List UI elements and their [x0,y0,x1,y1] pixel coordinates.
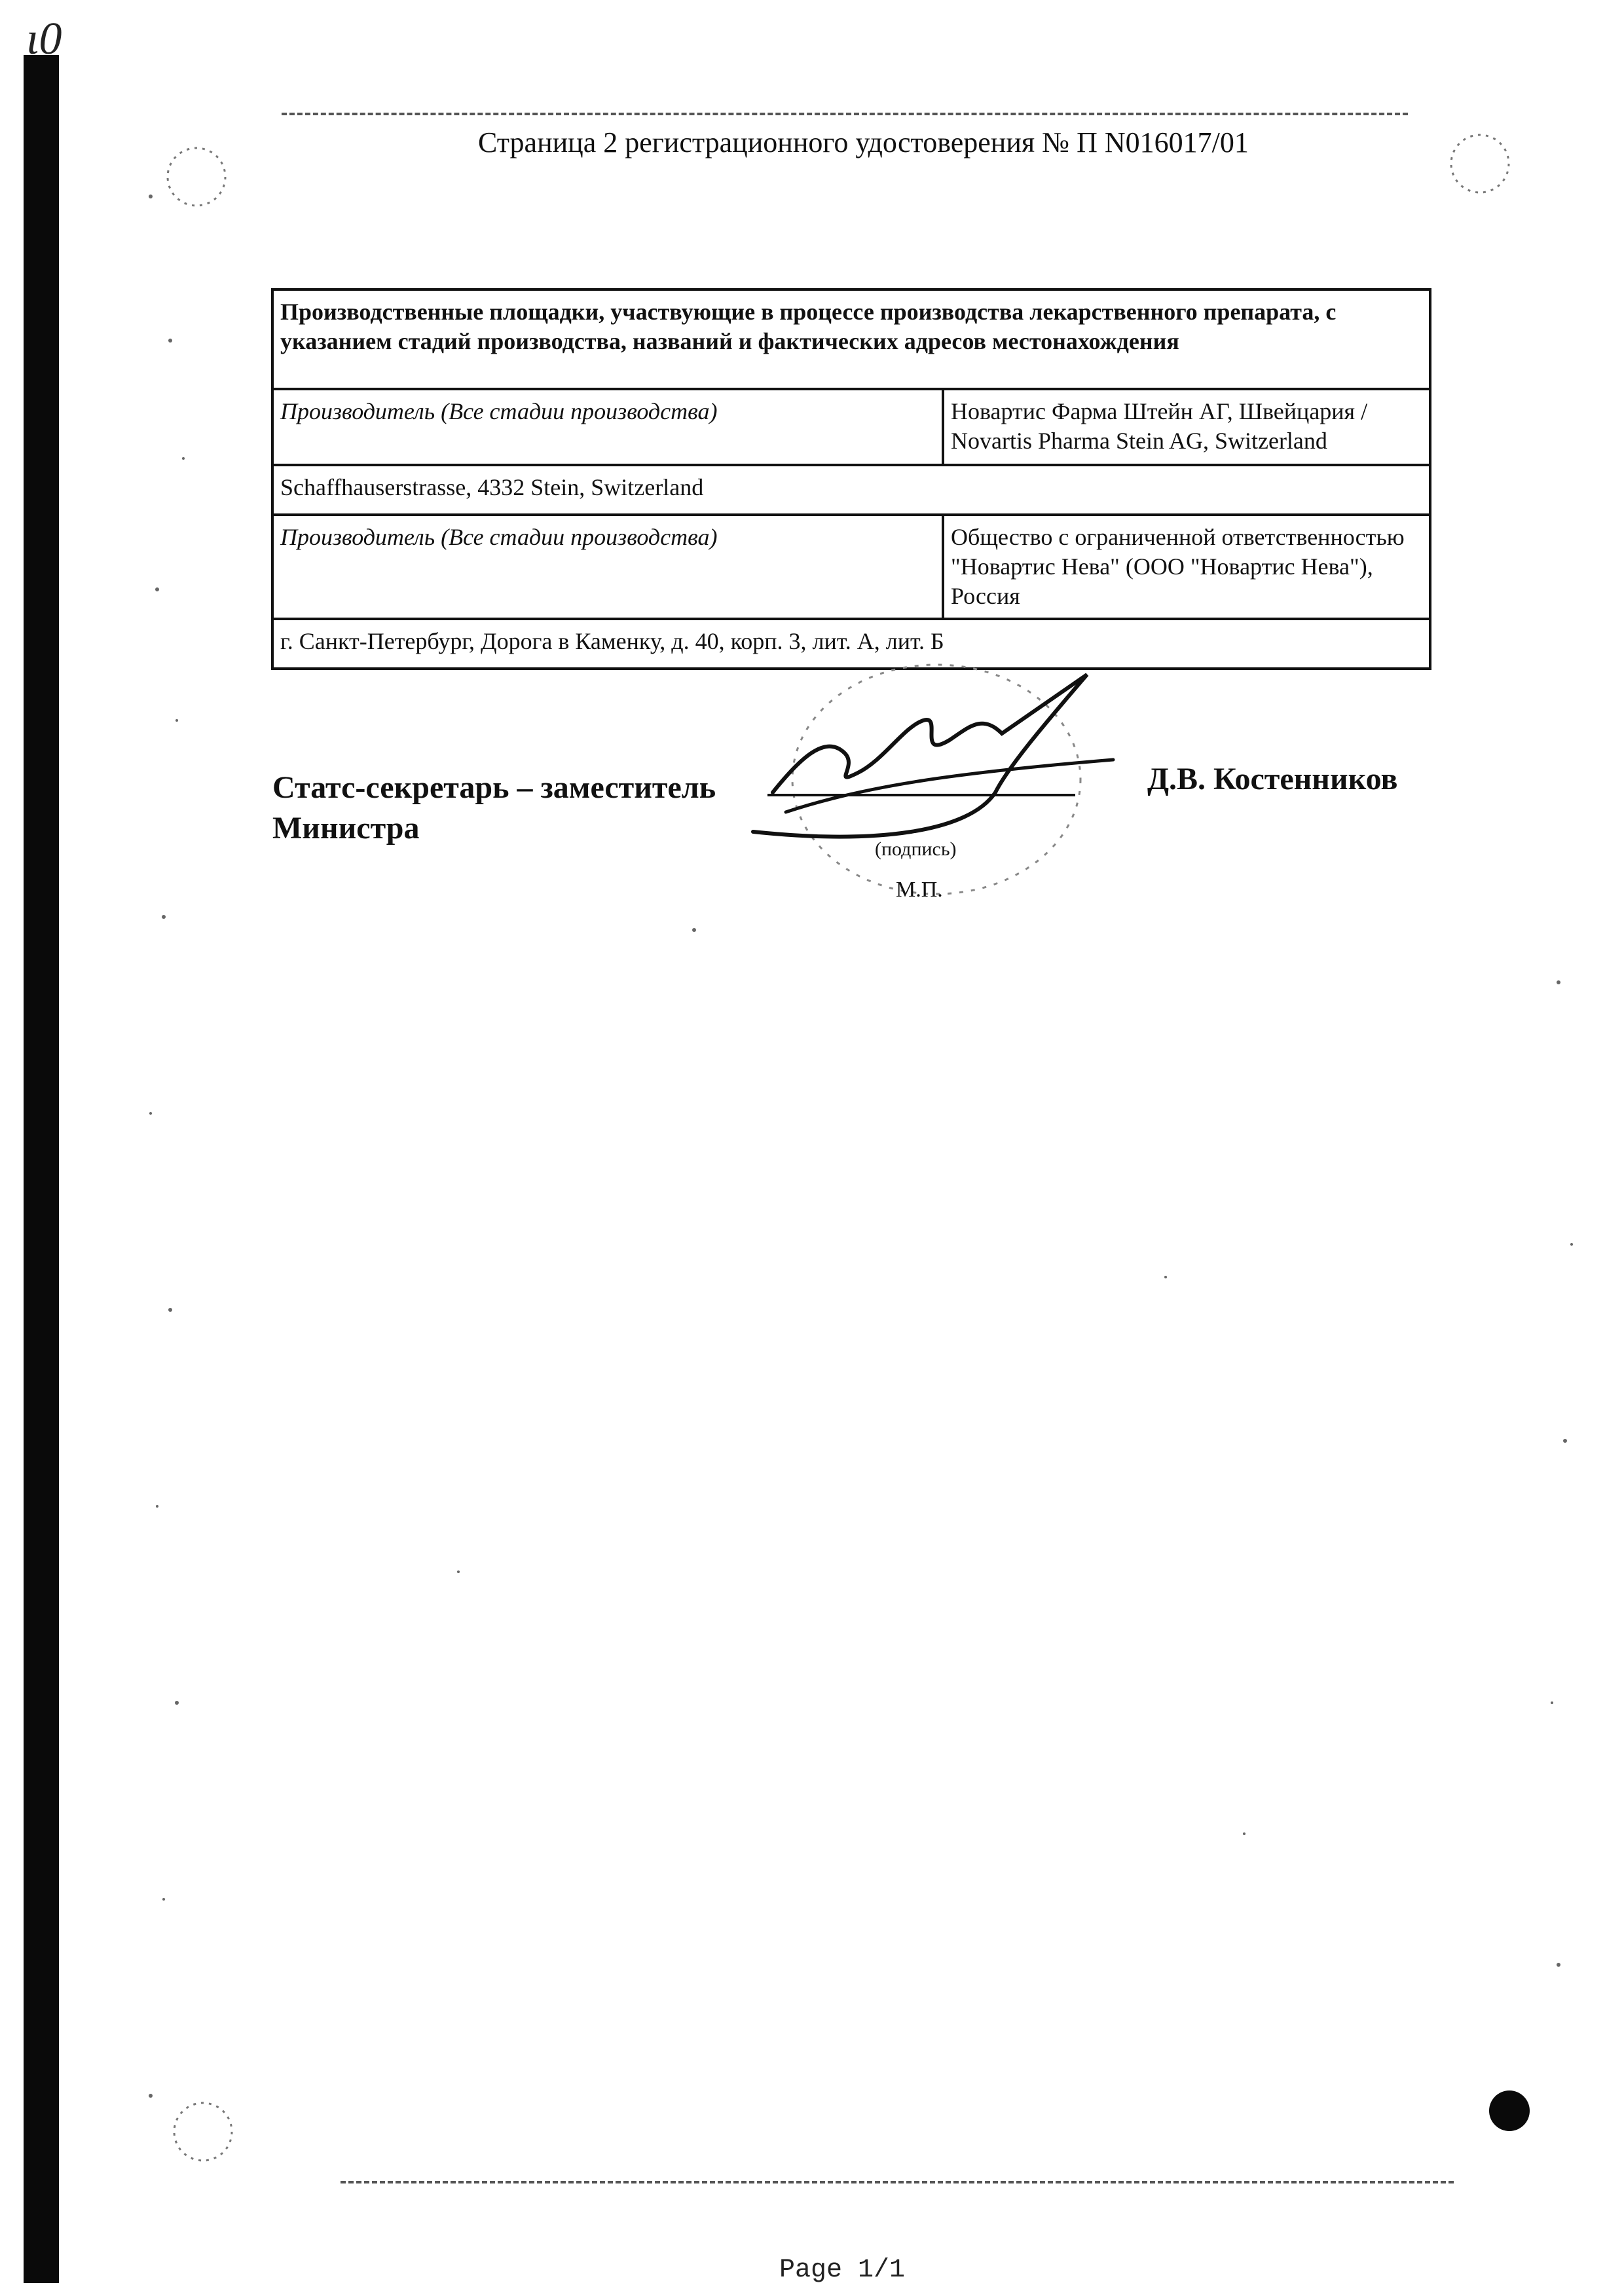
left-scan-bar [24,55,59,2283]
stamp-caption: М.П. [896,878,943,902]
manufacturer-address: г. Санкт-Петербург, Дорога в Каменку, д. 40, корп. 3, лит. А, лит. Б [272,619,1430,669]
signature-caption: (подпись) [875,838,957,860]
signatory-name: Д.В. Костенников [1147,762,1398,796]
table-row [272,389,1430,465]
manufacturer-role: Производитель (Все стадии производства) [272,389,943,465]
margin-handwritten-mark: ι0 [26,14,62,64]
page-title: Страница 2 регистрационного удостоверения № П N016017/01 [478,126,1249,158]
page-footer: Page 1/1 [779,2256,906,2285]
footer-dashed-border [341,2181,1454,2183]
manufacturer-role: Производитель (Все стадии производства) [272,515,943,619]
manufacturer-address: Schaffhauserstrasse, 4332 Stein, Switzerland [272,465,1430,515]
official-position: Статс-секретарь – заместитель Министра [272,770,716,846]
table-row [272,515,1430,619]
table-row [272,465,1430,515]
header-dashed-border [282,113,1408,115]
production-sites-table [271,288,1431,670]
table-heading: Производственные площадки, участвующие в процессе производства лекарственного препарата, с указанием стадий производства, названий и фактических адресов местонахождения [272,289,1430,389]
punch-hole-mark [1489,2090,1530,2131]
table-header-row [272,289,1430,389]
handwritten-signature [747,661,1166,858]
manufacturer-name: Новартис Фарма Штейн АГ, Швейцария / Novartis Pharma Stein AG, Switzerland [943,389,1430,465]
manufacturer-name: Общество с ограниченной ответственностью "Новартис Нева" (ООО "Новартис Нева"), Россия [943,515,1430,619]
signature-line [767,794,1075,796]
